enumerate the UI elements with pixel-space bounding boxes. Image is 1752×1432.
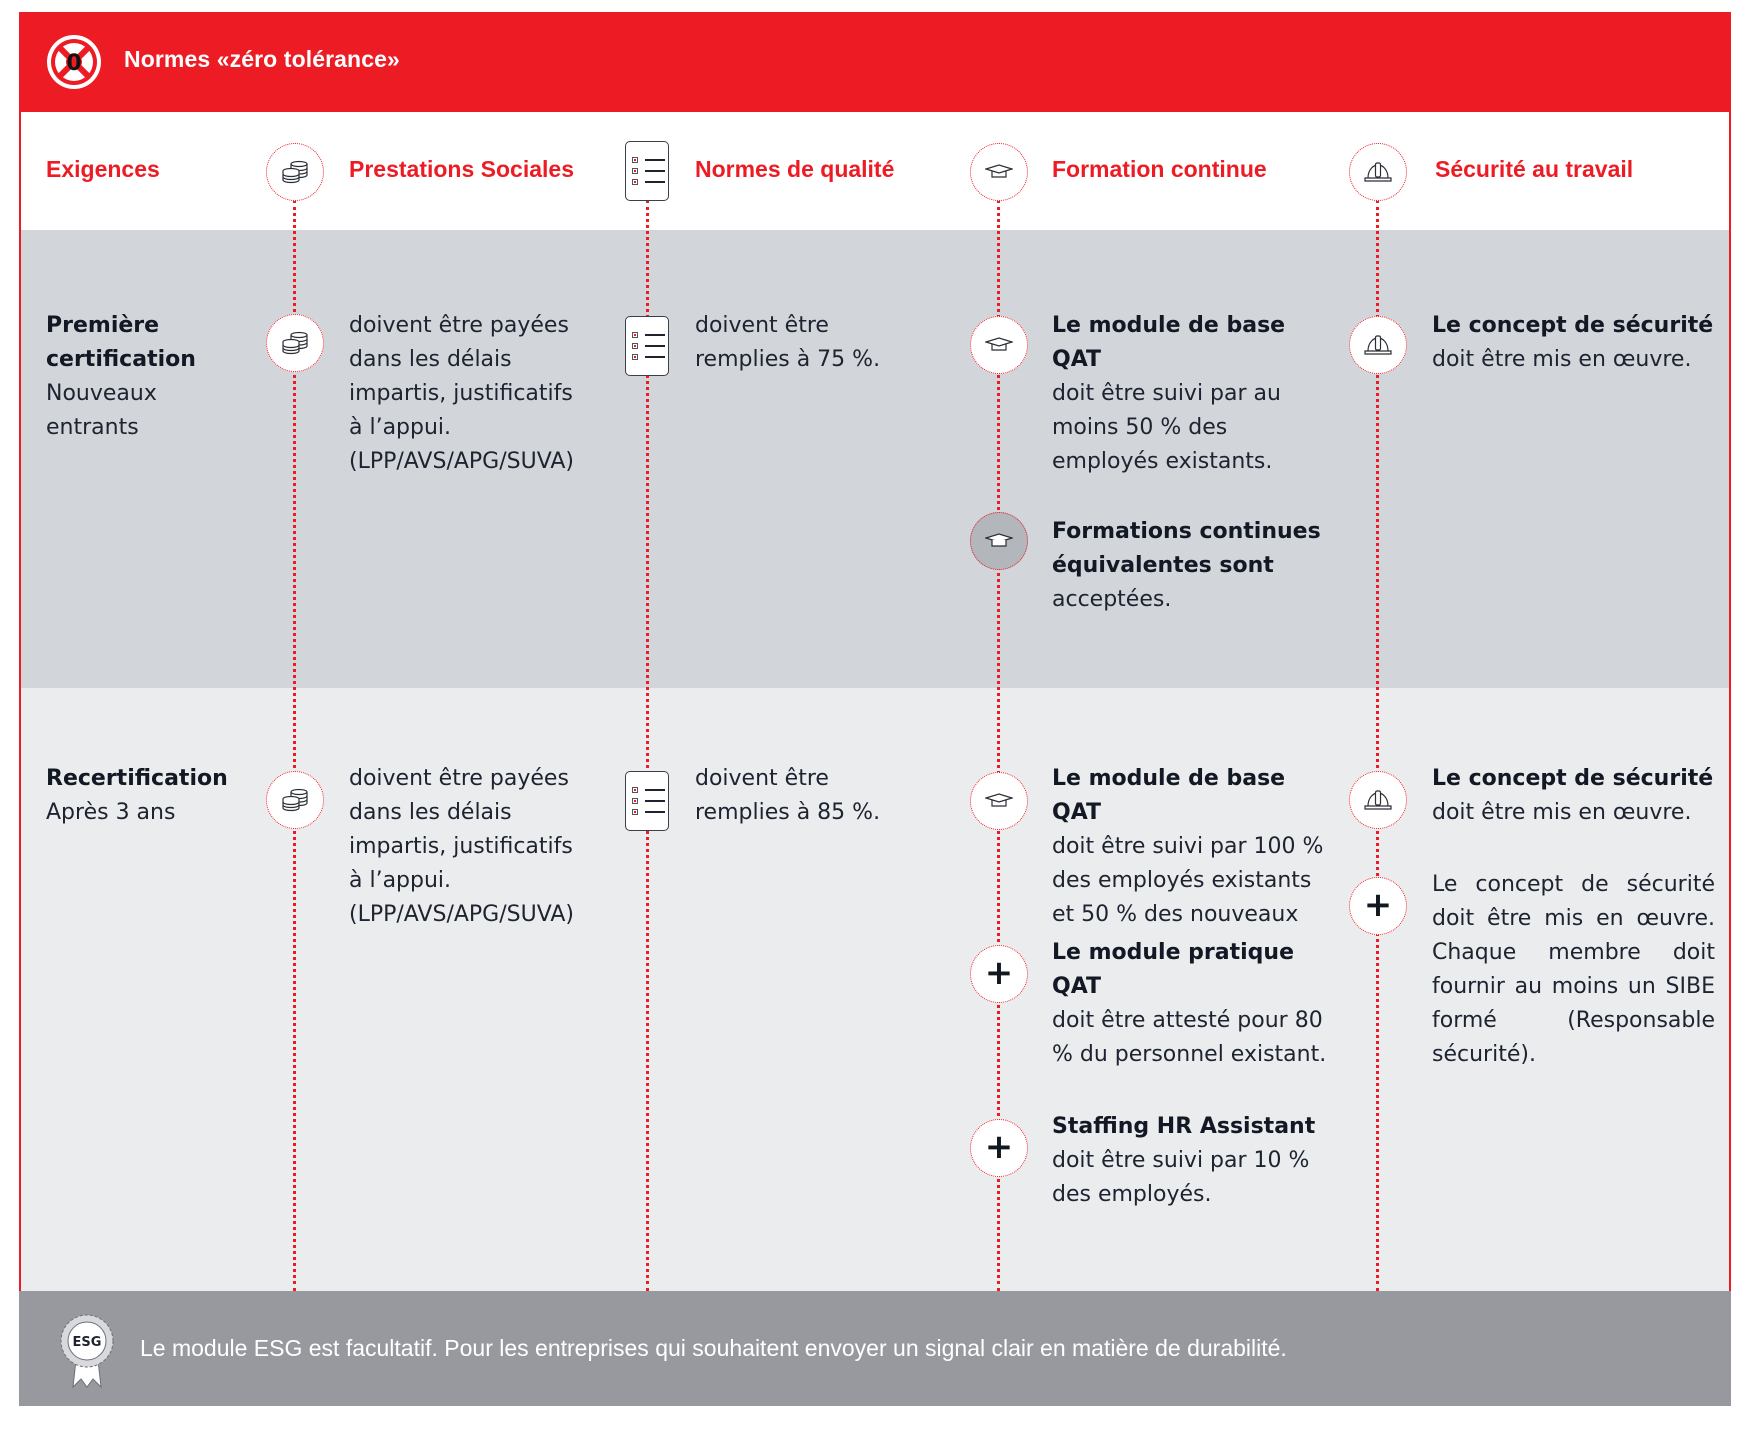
plus-icon: + xyxy=(1363,884,1393,925)
social-text: doivent être payées dans les délais impartis, justificatifs à l’appui. (LPP/AVS/APG/SUVA) xyxy=(349,766,574,927)
safety-node xyxy=(1349,316,1407,374)
row-title: Première certification xyxy=(46,313,196,372)
training-item xyxy=(1052,762,1337,932)
training-item xyxy=(1052,936,1337,1072)
plus-icon: + xyxy=(984,952,1014,993)
column-header-safety: Sécurité au travail xyxy=(1435,156,1634,182)
training-item-text: doit être suivi par au moins 50 % des employés existants. xyxy=(1052,381,1281,474)
graduation-cap-icon xyxy=(985,533,1013,549)
safety-item-title: Le concept de sécurité xyxy=(1432,313,1714,338)
row-label-first xyxy=(46,309,246,445)
social-node xyxy=(266,771,324,829)
coins-icon xyxy=(280,160,310,184)
column-header-training: Formation continue xyxy=(1052,156,1267,182)
row-subtitle: Nouveaux entrants xyxy=(46,381,157,440)
training-node-equivalent xyxy=(970,512,1028,570)
training-item-text: doit être suivi par 10 % des employés. xyxy=(1052,1148,1310,1207)
safety-item-text: doit être mis en œuvre. xyxy=(1432,800,1692,825)
zero-tolerance-icon xyxy=(46,34,102,90)
safety-node xyxy=(1349,771,1407,829)
hard-hat-icon xyxy=(1364,789,1392,811)
training-item-title: Le module de base QAT xyxy=(1052,766,1286,825)
graduation-cap-icon xyxy=(985,164,1013,180)
coins-icon xyxy=(280,788,310,812)
training-item xyxy=(1052,309,1332,479)
safety-item xyxy=(1432,309,1717,377)
row-title: Recertification xyxy=(46,766,228,791)
training-header-node xyxy=(970,143,1028,201)
training-item-text: acceptées. xyxy=(1052,587,1172,612)
page-title: Normes «zéro tolérance» xyxy=(124,46,400,72)
esg-footer-text: Le module ESG est facultatif. Pour les entreprises qui souhaitent envoyer un signal clair en matière de durabilité. xyxy=(140,1335,1287,1361)
graduation-cap-icon xyxy=(985,793,1013,809)
column-header-requirements: Exigences xyxy=(46,156,160,182)
training-node-plus xyxy=(970,1119,1028,1177)
safety-header-node xyxy=(1349,143,1407,201)
column-header-quality: Normes de qualité xyxy=(695,156,895,182)
training-item xyxy=(1052,515,1332,617)
training-item-title: Le module pratique QAT xyxy=(1052,940,1294,999)
esg-footer xyxy=(19,1291,1731,1406)
quality-text: doivent être remplies à 85 %. xyxy=(695,766,881,825)
social-header-node xyxy=(266,143,324,201)
plus-icon: + xyxy=(984,1126,1014,1167)
training-node-plus xyxy=(970,945,1028,1003)
row-subtitle: Après 3 ans xyxy=(46,800,176,825)
coins-icon xyxy=(280,331,310,355)
training-item-text: doit être attesté pour 80 % du personnel existant. xyxy=(1052,1008,1327,1067)
training-item xyxy=(1052,1110,1337,1212)
esg-badge-label: ESG xyxy=(72,1335,102,1350)
social-node xyxy=(266,314,324,372)
social-text: doivent être payées dans les délais impartis, justificatifs à l’appui. (LPP/AVS/APG/SUVA) xyxy=(349,313,574,474)
checklist-icon xyxy=(625,316,669,376)
safety-item xyxy=(1432,762,1717,830)
training-node xyxy=(970,772,1028,830)
card-border xyxy=(19,12,1731,1406)
safety-item-text: doit être mis en œuvre. xyxy=(1432,347,1692,372)
title-bar xyxy=(19,12,1731,112)
row-label-recert xyxy=(46,762,256,830)
hard-hat-icon xyxy=(1364,334,1392,356)
training-item-text: doit être suivi par 100 % des employés existants et 50 % des nouveaux xyxy=(1052,834,1324,927)
graduation-cap-icon xyxy=(985,337,1013,353)
checklist-icon xyxy=(625,141,669,201)
training-item-title: Formations continues équivalentes sont xyxy=(1052,519,1321,578)
quality-text: doivent être remplies à 75 %. xyxy=(695,313,881,372)
checklist-icon xyxy=(625,771,669,831)
column-header-social: Prestations Sociales xyxy=(349,156,574,182)
esg-badge-icon xyxy=(59,1311,115,1391)
safety-item-extra: Le concept de sécurité doit être mis en œuvre. Chaque membre doit fournir au moins un SIBE formé (Responsable sécurité). xyxy=(1432,872,1715,1067)
training-item-title: Le module de base QAT xyxy=(1052,313,1286,372)
safety-item-title: Le concept de sécurité xyxy=(1432,766,1714,791)
hard-hat-icon xyxy=(1364,161,1392,183)
safety-node-plus xyxy=(1349,877,1407,935)
zero-digit: 0 xyxy=(66,51,82,76)
training-node xyxy=(970,316,1028,374)
training-item-title: Staffing HR Assistant xyxy=(1052,1114,1316,1139)
